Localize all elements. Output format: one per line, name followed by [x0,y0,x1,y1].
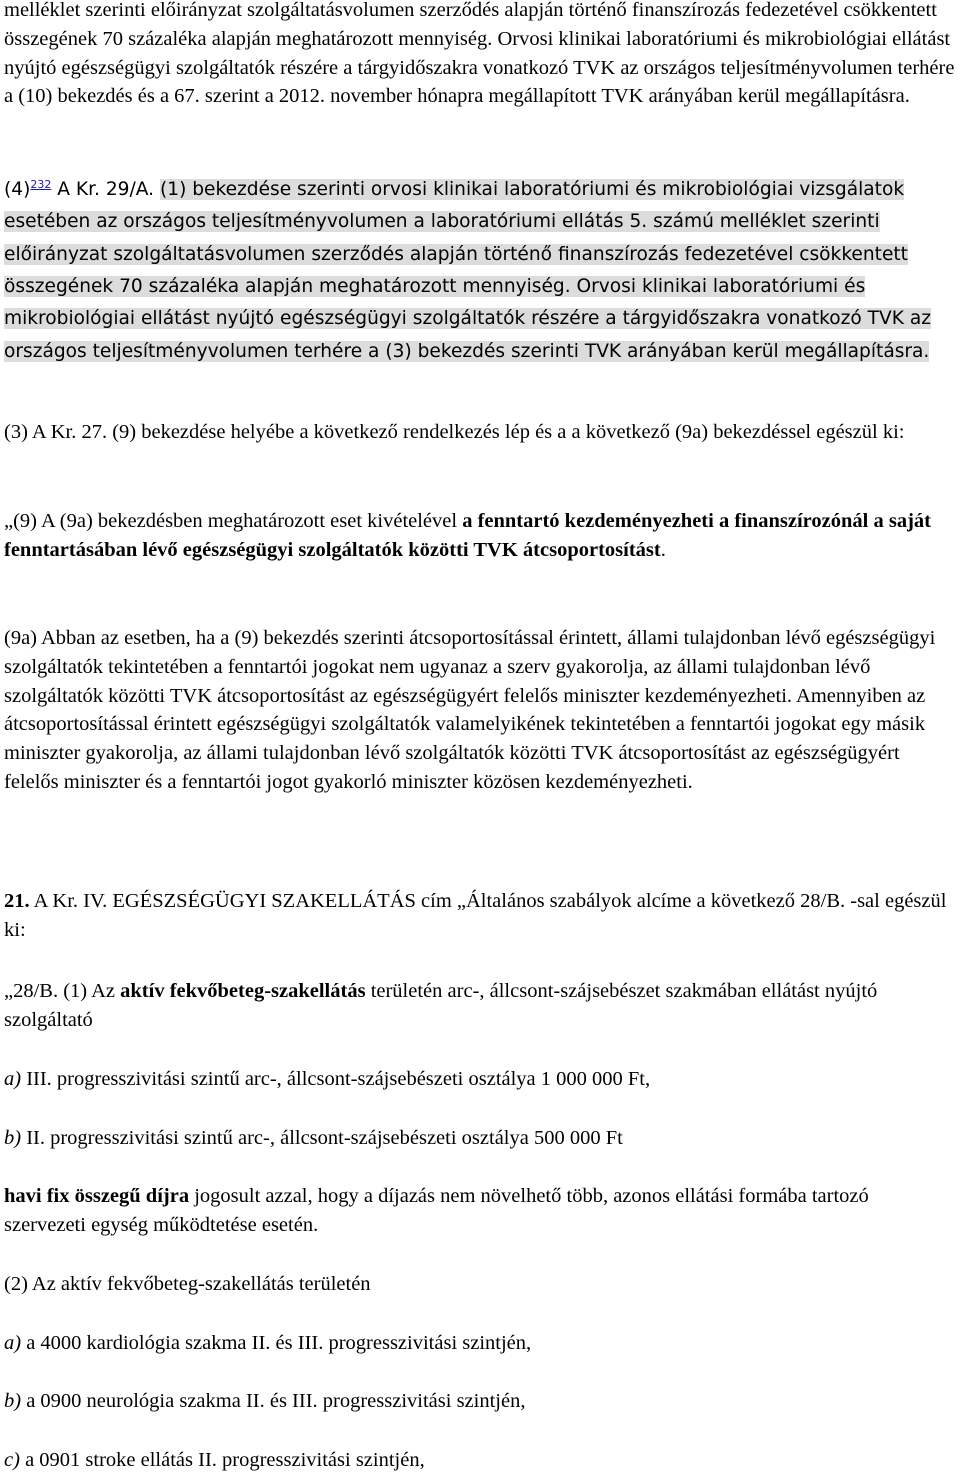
paragraph-text-end: . [660,538,666,561]
paragraph-4 [4,167,944,368]
paragraph-bold-text: aktív fekvőbeteg-szakellátás [120,980,366,1002]
paragraph-9 [4,507,944,565]
paragraph-text: melléklet szerinti előirányzat szolgáltatásvolumen szerződés alapján történő finanszírozás fedezetével csökkentett összegének 70 százaléka alapján meghatározott mennyiség. Orvosi klinikai laboratóriumi és mikrobiológiai ellátást nyújtó egészségügyi szolgáltatók részére a tárgyidőszakra vonatkozó TVK az országos teljesítményvolumen terhére a (10) bekezdés és a 67. szerint a 2012. november hónapra megállapított TVK arányában kerül megállapításra. [4,0,955,108]
paragraph-21 [4,887,956,945]
paragraph-text: jogosult azzal, hogy a díjazás nem növelhető több, azonos ellátási formába tartozó szervezeti egység működtetése esetén. [4,1185,869,1236]
paragraph-text-start: „28/B. (1) Az [4,980,121,1002]
paragraph-text-start: „(9) A (9a) bekezdésben meghatározott eset kivételével [4,510,463,532]
paragraph-melleklet [4,0,956,111]
list-item-label: c) [4,1449,20,1471]
paragraph-ref: A Kr. 29/A. [51,179,160,201]
paragraph-text: A Kr. IV. EGÉSZSÉGÜGYI SZAKELLÁTÁS cím „Általános szabályok alcíme a következő 28/B. -sal egészül ki: [4,890,947,941]
paragraph-havi-fix [4,1182,924,1240]
paragraph-bold-text: a fenntartó kezdeményezheti a finanszírozónál a saját fenntartásában lévő egészségügyi szolgáltatók közötti TVK átcsoportosítást [4,510,931,561]
list-item-text: III. progresszivitási szintű arc-, állcsont-szájsebészeti osztálya 1 000 000 Ft, [21,1068,651,1090]
list-item-label: a) [4,1068,22,1090]
paragraph-2 [4,1270,956,1299]
paragraph-text: (9a) Abban az esetben, ha a (9) bekezdés szerinti átcsoportosítással érintett, állami tulajdonban lévő egészségügyi szolgáltatók tekintetében a fenntartói jogokat nem ugyanaz a szerv gyakorolja, az állami tulajdonban lévő szolgáltatók közötti TVK átcsoportosítást az egészségügyért felelős miniszter kezdeményezheti. Amennyiben az átcsoportosítással érintett egészségügyi szolgáltatók valamelyikének tekintetében a fenntartói jogokat egy másik miniszter gyakorolja, az állami tulajdonban lévő szolgáltatók közötti TVK átcsoportosítást az egészségügyért felelős miniszter és a fenntartói jogot gyakorló miniszter közösen kezdeményezheti. [4,627,936,793]
paragraph-text: (2) Az aktív fekvőbeteg-szakellátás területén [4,1273,371,1295]
paragraph-3 [4,418,956,447]
footnote-link[interactable]: 232 [30,178,52,191]
highlighted-text: (1) bekezdése szerinti orvosi klinikai laboratóriumi és mikrobiológiai vizsgálatok esetében az országos teljesítményvolumen a laboratóriumi ellátás 5. számú melléklet szerinti előirányzat szolgáltatásvolumen szerződés alapján történő finanszírozás fedezetével csökkentett összegének 70 százaléka alapján meghatározott mennyiség. Orvosi klinikai laboratóriumi és mikrobiológiai ellátást nyújtó egészségügyi szolgáltatók részére a tárgyidőszakra vonatkozó TVK az országos teljesítményvolumen terhére a (3) bekezdés szerinti TVK arányában kerül megállapításra. [4,179,932,362]
list-item-label: b) [4,1390,22,1412]
list-item-label: b) [4,1127,22,1149]
paragraph-text-end: területén arc-, állcsont-szájsebészet szakmában ellátást nyújtó szolgáltató [4,980,878,1031]
list-item-2a [4,1329,956,1358]
paragraph-9a [4,624,956,797]
list-item-a [4,1065,956,1094]
paragraph-number: 21. [4,890,30,912]
list-item-text: a 0900 neurológia szakma II. és III. progresszivitási szintjén, [21,1390,526,1412]
list-item-text: II. progresszivitási szintű arc-, állcsont-szájsebészeti osztálya 500 000 Ft [21,1127,623,1149]
paragraph-text: (3) A Kr. 27. (9) bekezdése helyébe a következő rendelkezés lép és a a következő (9a) bekezdéssel egészül ki: [4,421,905,443]
list-item-2b [4,1387,956,1416]
paragraph-28b [4,977,960,1035]
list-item-label: a) [4,1332,22,1354]
list-item-text: a 0901 stroke ellátás II. progresszivitási szintjén, [19,1449,425,1471]
list-item-2c [4,1446,956,1475]
paragraph-number: (4) [4,179,31,201]
list-item-b [4,1124,956,1153]
list-item-text: a 4000 kardiológia szakma II. és III. progresszivitási szintjén, [21,1332,532,1354]
paragraph-bold-text: havi fix összegű díjra [4,1185,190,1207]
